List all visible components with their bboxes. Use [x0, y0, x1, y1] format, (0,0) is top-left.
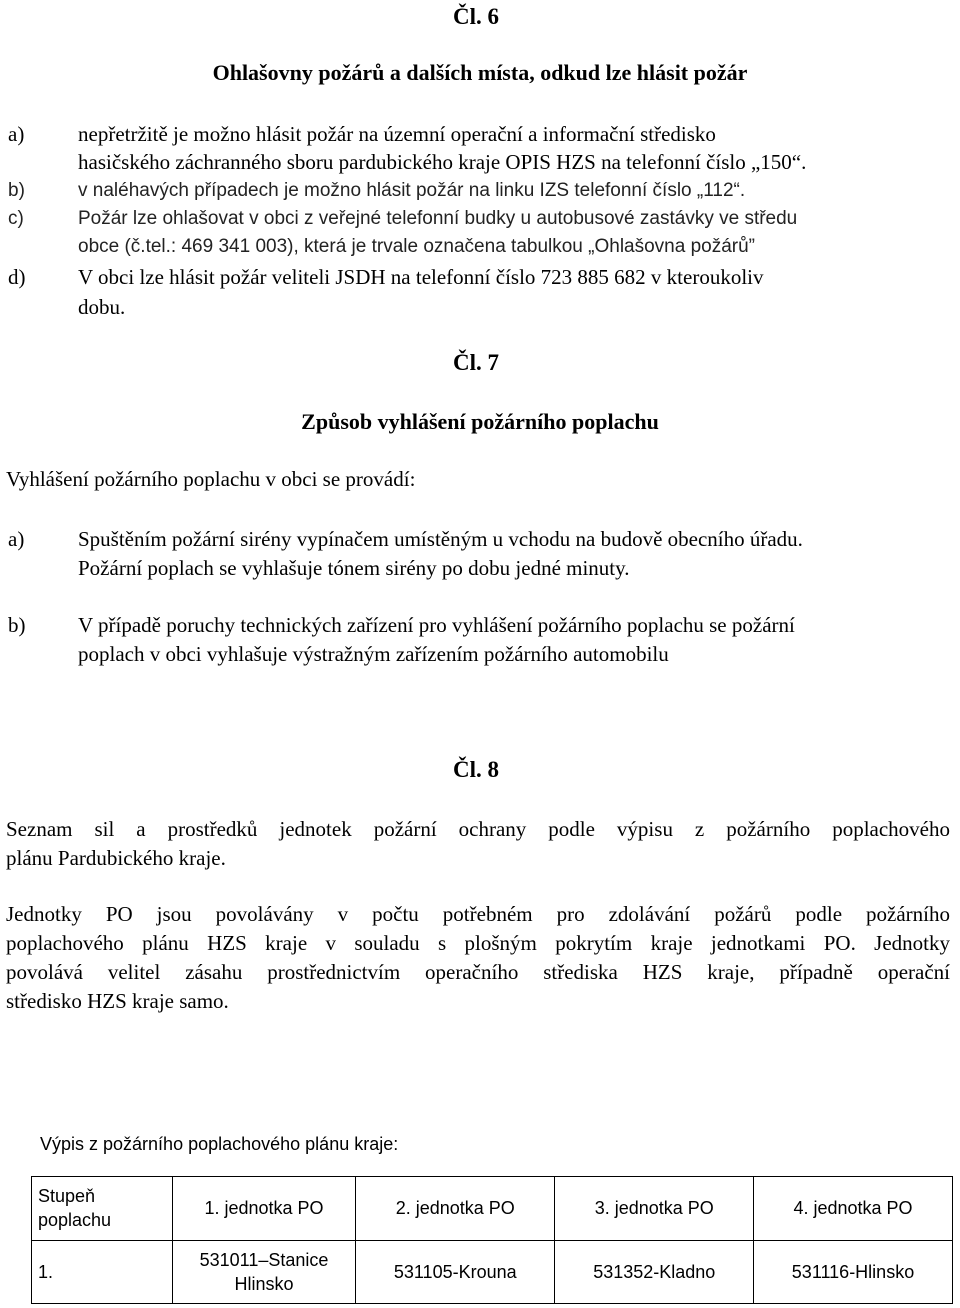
article-6-heading: Čl. 6 [453, 4, 499, 29]
list-item-text: Spuštěním požární sirény vypínačem umístěným u vchodu na budově obecního úřadu. [78, 527, 803, 551]
paragraph-line: plánu Pardubického kraje. [6, 846, 226, 870]
article-7-heading: Čl. 7 [453, 350, 499, 375]
list-label: d) [8, 265, 26, 289]
article-8-paragraph-1 [6, 815, 950, 873]
table-cell: 531352-Kladno [555, 1240, 754, 1304]
list-item-text: V obci lze hlásit požár veliteli JSDH na telefonní číslo 723 885 682 v kteroukoliv [78, 265, 764, 289]
table-cell: 531105-Krouna [356, 1240, 555, 1304]
list-item-text: dobu. [78, 295, 126, 319]
table-header-cell: 2. jednotka PO [356, 1177, 555, 1241]
list-item-text: Požár lze ohlašovat v obci z veřejné telefonní budky u autobusové zastávky ve středu [78, 208, 798, 229]
table-cell: 1. [32, 1240, 173, 1304]
paragraph-line: povolává velitel zásahu prostřednictvím operačního střediska HZS kraje, případně operační [6, 960, 950, 984]
alarm-plan-table [31, 1176, 953, 1304]
list-label: b) [8, 613, 26, 637]
list-label: b) [8, 180, 25, 201]
table-header-cell: Stupeň poplachu [32, 1177, 173, 1241]
list-label: a) [8, 122, 25, 146]
list-item-text: poplach v obci vyhlašuje výstražným zařízením požárního automobilu [78, 642, 669, 666]
list-label: a) [8, 527, 25, 551]
article-8-heading: Čl. 8 [453, 757, 499, 782]
list-item-text: V případě poruchy technických zařízení pro vyhlášení požárního poplachu se požární [78, 613, 795, 637]
list-item-text: hasičského záchranného sboru pardubického kraje OPIS HZS na telefonní číslo „150“. [78, 150, 807, 174]
paragraph-line: Jednotky PO jsou povolávány v počtu potřebném pro zdolávání požárů podle požárního [6, 902, 950, 926]
table-cell: 531011–Stanice Hlinsko [173, 1240, 356, 1304]
extract-caption: Výpis z požárního poplachového plánu kraje: [40, 1134, 399, 1154]
list-item-text: nepřetržitě je možno hlásit požár na územní operační a informační středisko [78, 122, 716, 146]
article-6-title: Ohlašovny požárů a dalších místa, odkud lze hlásit požár [212, 60, 748, 85]
article-7-title: Způsob vyhlášení požárního poplachu [301, 409, 659, 434]
list-item-text: v naléhavých případech je možno hlásit požár na linku IZS telefonní číslo „112“. [78, 180, 746, 201]
list-item-text: Požární poplach se vyhlašuje tónem sirény po dobu jedné minuty. [78, 556, 630, 580]
paragraph-line: poplachového plánu HZS kraje v souladu s plošným pokrytím kraje jednotkami PO. Jednotky [6, 931, 950, 955]
table-cell: 531116-Hlinsko [754, 1240, 953, 1304]
paragraph-line: Seznam sil a prostředků jednotek požární ochrany podle výpisu z požárního poplachového [6, 817, 950, 841]
list-label: c) [8, 208, 24, 229]
table-header-cell: 1. jednotka PO [173, 1177, 356, 1241]
table-header-cell: 4. jednotka PO [754, 1177, 953, 1241]
table-header-row [32, 1177, 953, 1241]
paragraph-line: středisko HZS kraje samo. [6, 989, 229, 1013]
list-item-text: obce (č.tel.: 469 341 003), která je trvale označena tabulkou „Ohlašovna požárů” [78, 236, 756, 257]
table-row [32, 1240, 953, 1304]
table-header-cell: 3. jednotka PO [555, 1177, 754, 1241]
article-8-paragraph-2 [6, 900, 950, 1016]
article-7-intro: Vyhlášení požárního poplachu v obci se provádí: [6, 467, 416, 491]
